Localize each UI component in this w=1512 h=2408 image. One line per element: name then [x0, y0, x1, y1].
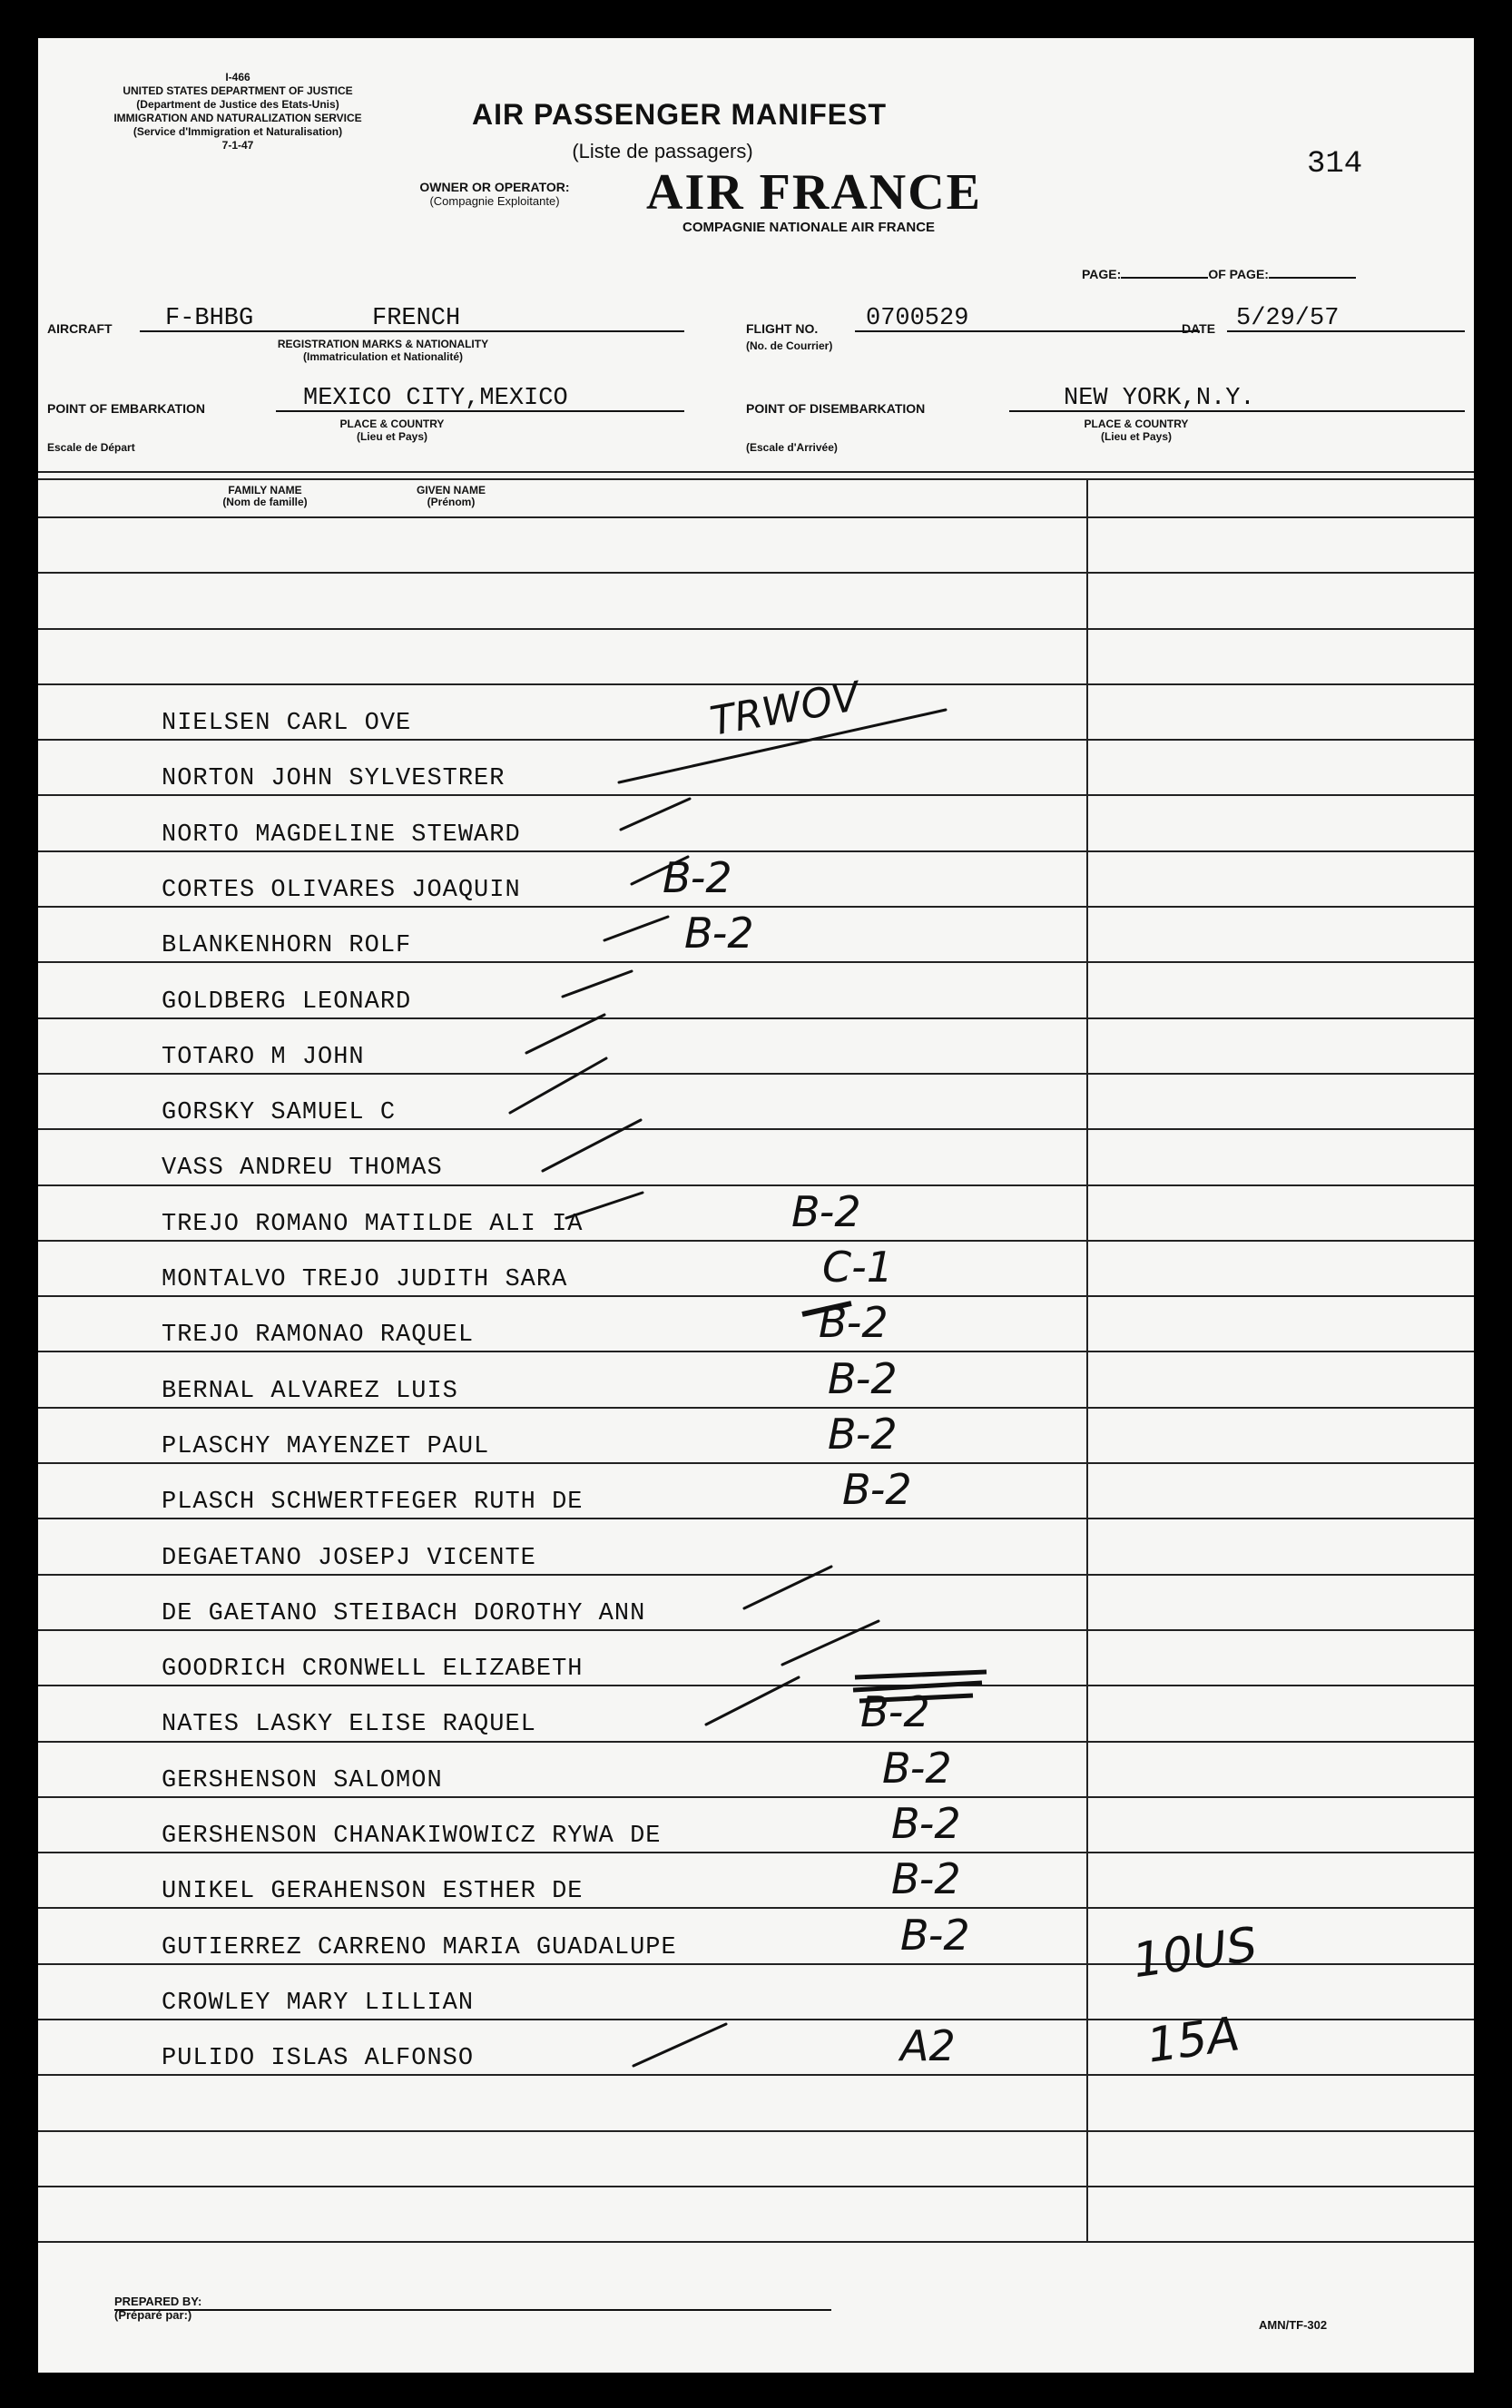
- check-slash-mark: [706, 1677, 799, 1725]
- passenger-annotation: B-2: [684, 909, 754, 958]
- passenger-row: GORSKY SAMUEL C: [162, 1099, 397, 1127]
- company-name: COMPAGNIE NATIONALE AIR FRANCE: [682, 220, 936, 235]
- registration-caption-fr: (Immatriculation et Nationalité): [302, 350, 464, 363]
- agency-line-2: (Department de Justice des Etats-Unis): [136, 98, 339, 111]
- aircraft-registration: F-BHBG: [165, 305, 254, 332]
- passenger-row: BERNAL ALVAREZ LUIS: [162, 1377, 458, 1405]
- embark-place-caption-fr: (Lieu et Pays): [356, 430, 428, 443]
- form-number: I-466: [225, 71, 250, 84]
- agency-line-3: IMMIGRATION AND NATURALIZATION SERVICE: [113, 112, 362, 124]
- passenger-row: VASS ANDREU THOMAS: [162, 1155, 443, 1183]
- passenger-row: GUTIERREZ CARRENO MARIA GUADALUPE: [162, 1933, 677, 1961]
- disembarkation-label-fr: (Escale d'Arrivée): [746, 441, 838, 454]
- flight-date: 5/29/57: [1236, 305, 1340, 332]
- date-label: DATE: [1182, 321, 1216, 336]
- passenger-row: UNIKEL GERAHENSON ESTHER DE: [162, 1878, 584, 1906]
- passenger-annotation: B-2: [828, 1353, 898, 1403]
- tally-us: 10US: [1129, 1917, 1261, 1990]
- passenger-row: NATES LASKY ELISE RAQUEL: [162, 1711, 536, 1739]
- registration-caption-en: REGISTRATION MARKS & NATIONALITY: [277, 338, 489, 350]
- manifest-sheet: [38, 38, 1474, 2373]
- passenger-row: DE GAETANO STEIBACH DOROTHY ANN: [162, 1599, 646, 1627]
- passenger-row: GOLDBERG LEONARD: [162, 988, 412, 1016]
- check-slash-mark: [543, 1120, 641, 1171]
- prepared-by-en: PREPARED BY:: [114, 2295, 202, 2308]
- passenger-row: TOTARO M JOHN: [162, 1043, 365, 1071]
- passenger-row: GERSHENSON CHANAKIWOWICZ RYWA DE: [162, 1823, 662, 1850]
- family-name-header-en: FAMILY NAME: [228, 484, 302, 496]
- family-name-header-fr: (Nom de famille): [222, 496, 308, 508]
- embarkation-label: POINT OF EMBARKATION: [47, 401, 205, 416]
- airline-name: AIR FRANCE: [646, 164, 982, 221]
- passenger-row: NORTO MAGDELINE STEWARD: [162, 821, 521, 849]
- agency-line-4: (Service d'Immigration et Naturalisation): [133, 125, 343, 138]
- form-code: AMN/TF-302: [1259, 2318, 1328, 2332]
- tally-alien: 15A: [1144, 2007, 1243, 2074]
- given-name-header-fr: (Prénom): [427, 496, 476, 508]
- passenger-row: PLASCH SCHWERTFEGER RUTH DE: [162, 1489, 584, 1517]
- passenger-row: GERSHENSON SALOMON: [162, 1766, 443, 1794]
- passenger-row: NIELSEN CARL OVE: [162, 710, 412, 737]
- flight-number: 0700529: [866, 305, 969, 332]
- check-slash-mark: [604, 917, 668, 940]
- passenger-row: PLASCHY MAYENZET PAUL: [162, 1432, 490, 1460]
- check-slash-mark: [633, 2024, 726, 2066]
- passenger-row: BLANKENHORN ROLF: [162, 932, 412, 960]
- passenger-annotation: B-2: [900, 1910, 970, 1960]
- check-slash-mark: [510, 1058, 606, 1113]
- passenger-annotation: B-2: [819, 1298, 889, 1348]
- page-number: 314: [1307, 147, 1363, 182]
- manifest-title: AIR PASSENGER MANIFEST: [472, 98, 887, 131]
- check-slash-mark: [744, 1567, 831, 1608]
- passenger-row: GOODRICH CRONWELL ELIZABETH: [162, 1656, 584, 1684]
- owner-label-fr: (Compagnie Exploitante): [429, 194, 560, 208]
- owner-label-en: OWNER OR OPERATOR:: [419, 180, 570, 194]
- passenger-annotation: B-2: [791, 1186, 861, 1236]
- disembark-place-caption-en: PLACE & COUNTRY: [1084, 418, 1189, 430]
- check-slash-mark: [526, 1015, 604, 1053]
- page-label: PAGE:: [1082, 267, 1122, 281]
- agency-line-1: UNITED STATES DEPARTMENT OF JUSTICE: [123, 84, 353, 97]
- passenger-row: DEGAETANO JOSEPJ VICENTE: [162, 1544, 536, 1572]
- passenger-annotation: TRWOV: [706, 673, 863, 745]
- aircraft-label: AIRCRAFT: [47, 321, 113, 336]
- passenger-annotation: B-2: [842, 1465, 912, 1515]
- passenger-annotation: B-2: [860, 1687, 930, 1737]
- passenger-annotation: B-2: [891, 1799, 961, 1848]
- manifest-subtitle: (Liste de passagers): [572, 140, 753, 162]
- disembarkation-place: NEW YORK,N.Y.: [1064, 385, 1255, 412]
- ruled-grid: [38, 38, 1474, 2373]
- passenger-row: MONTALVO TREJO JUDITH SARA: [162, 1266, 568, 1293]
- flight-label-fr: (No. de Courrier): [746, 339, 833, 352]
- of-page-label: OF PAGE:: [1208, 267, 1269, 281]
- check-slash-mark: [782, 1621, 879, 1665]
- passenger-annotation: B-2: [663, 852, 732, 902]
- embarkation-label-fr: Escale de Départ: [47, 441, 135, 454]
- passenger-annotation: B-2: [891, 1854, 961, 1904]
- passenger-row: TREJO ROMANO MATILDE ALI IA: [162, 1210, 584, 1238]
- check-slash-mark: [621, 799, 690, 830]
- passenger-annotation: A2: [900, 2021, 956, 2071]
- prepared-by-underline: [114, 2309, 831, 2311]
- prepared-by: [114, 2295, 201, 2322]
- agency-line-5: 7-1-47: [221, 139, 254, 152]
- flight-label: FLIGHT NO.: [746, 321, 819, 336]
- passenger-row: CROWLEY MARY LILLIAN: [162, 1989, 475, 2017]
- passenger-row: TREJO RAMONAO RAQUEL: [162, 1322, 475, 1350]
- passenger-row: PULIDO ISLAS ALFONSO: [162, 2045, 475, 2073]
- prepared-by-fr: (Préparé par:): [114, 2308, 192, 2322]
- disembarkation-label: POINT OF DISEMBARKATION: [746, 401, 926, 416]
- passenger-row: NORTON JOHN SYLVESTRER: [162, 765, 506, 793]
- given-name-header-en: GIVEN NAME: [416, 484, 486, 496]
- check-slash-mark: [563, 971, 632, 997]
- passenger-annotation: B-2: [828, 1409, 898, 1459]
- disembark-place-caption-fr: (Lieu et Pays): [1100, 430, 1173, 443]
- passenger-annotation: C-1: [822, 1243, 893, 1292]
- aircraft-nationality: FRENCH: [372, 305, 461, 332]
- passenger-annotation: B-2: [882, 1743, 952, 1793]
- passenger-row: CORTES OLIVARES JOAQUIN: [162, 876, 521, 904]
- embarkation-place: MEXICO CITY,MEXICO: [303, 385, 568, 412]
- embark-place-caption-en: PLACE & COUNTRY: [339, 418, 445, 430]
